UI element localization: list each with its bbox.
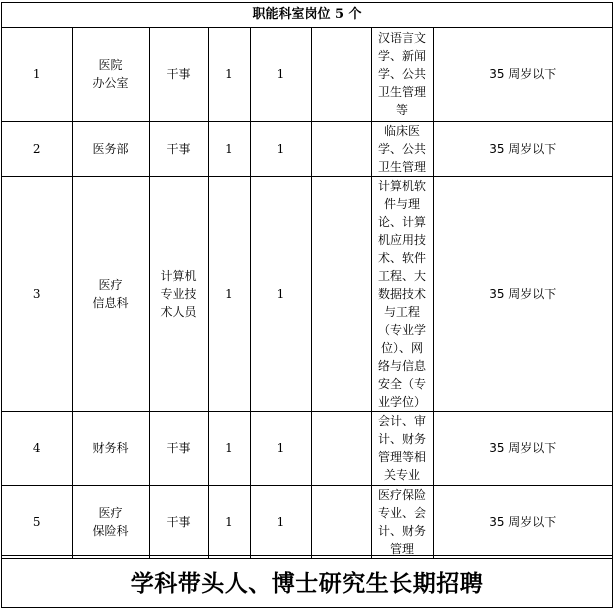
major-requirement-line: 位）、网 — [380, 340, 423, 355]
department-name-line: 财务科 — [92, 441, 129, 455]
table-title: 职能科室岗位 5 个 — [2, 3, 612, 28]
position-title-line: 术人员 — [160, 304, 197, 319]
blank-cell — [311, 28, 371, 121]
major-requirement — [371, 176, 433, 411]
headcount-2: 1 — [250, 485, 311, 558]
department-name-line: 医院 — [98, 58, 123, 73]
position-title — [149, 485, 208, 558]
department-name-line: 办公室 — [92, 76, 129, 91]
table-row — [2, 176, 612, 411]
major-requirement-line: 卫生管理 — [377, 159, 426, 174]
row-number: 5 — [2, 485, 72, 558]
major-requirement-line: 计、财务 — [377, 432, 426, 446]
department-name — [72, 485, 149, 558]
headcount-1: 1 — [208, 485, 250, 558]
major-requirement-line: 工程、大 — [377, 268, 426, 283]
major-requirement — [371, 411, 433, 485]
position-title-line: 干事 — [166, 141, 191, 156]
major-requirement-line: 临床医 — [383, 123, 420, 138]
department-name-line: 保险科 — [92, 523, 129, 538]
position-title-line: 专业技 — [160, 286, 197, 301]
age-requirement: 35 周岁以下 — [433, 121, 612, 176]
major-requirement-line: 汉语言文 — [377, 31, 426, 46]
row-number: 4 — [2, 411, 72, 485]
age-requirement: 35 周岁以下 — [433, 176, 612, 411]
major-requirement-line: 计算机软 — [377, 178, 426, 193]
blank-cell — [311, 411, 371, 485]
major-requirement-line: 医疗保险 — [377, 487, 426, 502]
table-row — [2, 121, 612, 176]
position-title-line: 干事 — [166, 441, 191, 455]
major-requirement-line: 卫生管理 — [377, 85, 426, 100]
major-requirement-line: 计、财务 — [377, 523, 426, 538]
major-requirement-line: 学、公共 — [377, 67, 426, 82]
table-row — [2, 411, 612, 485]
headcount-2: 1 — [250, 411, 311, 485]
age-requirement: 35 周岁以下 — [433, 411, 612, 485]
department-name-line: 信息科 — [92, 295, 129, 310]
age-requirement: 35 周岁以下 — [433, 485, 612, 558]
long-term-recruitment-banner: 学科带头人、博士研究生长期招聘 — [2, 555, 612, 608]
major-requirement-line: 会计、审 — [377, 414, 426, 428]
row-number: 2 — [2, 121, 72, 176]
positions-table — [2, 28, 612, 559]
major-requirement-line: 数据技术 — [377, 286, 426, 301]
row-number: 3 — [2, 176, 72, 411]
major-requirement-line: 与工程 — [383, 304, 420, 319]
major-requirement-line: 学、公共 — [377, 141, 426, 156]
major-requirement-line: 件与理 — [383, 196, 420, 211]
table-row — [2, 485, 612, 558]
headcount-2: 1 — [250, 28, 311, 121]
position-title — [149, 121, 208, 176]
department-name-line: 医疗 — [98, 505, 123, 520]
position-title — [149, 28, 208, 121]
position-title-line: 干事 — [166, 67, 191, 82]
headcount-1: 1 — [208, 28, 250, 121]
department-name — [72, 28, 149, 121]
major-requirement-line: 等 — [395, 103, 408, 118]
department-name — [72, 176, 149, 411]
major-requirement-line: 络与信息 — [377, 358, 426, 373]
position-title — [149, 176, 208, 411]
headcount-1: 1 — [208, 121, 250, 176]
major-requirement-line: 学、新闻 — [377, 49, 426, 64]
major-requirement-line: 专业、会 — [377, 505, 426, 520]
department-name-line: 医务部 — [92, 141, 129, 156]
position-title — [149, 411, 208, 485]
major-requirement — [371, 28, 433, 121]
major-requirement-line: 管理等相 — [377, 450, 426, 464]
major-requirement-line: 业学位） — [377, 394, 426, 409]
headcount-1: 1 — [208, 411, 250, 485]
major-requirement — [371, 485, 433, 558]
major-requirement — [371, 121, 433, 176]
headcount-2: 1 — [250, 176, 311, 411]
major-requirement-line: （专业学 — [377, 322, 426, 337]
position-title-line: 计算机 — [160, 268, 197, 283]
position-title-line: 干事 — [166, 514, 191, 529]
department-name — [72, 411, 149, 485]
major-requirement-line: 术、软件 — [377, 250, 426, 265]
blank-cell — [311, 485, 371, 558]
department-name-line: 医疗 — [98, 277, 123, 292]
blank-cell — [311, 176, 371, 411]
major-requirement-line: 关专业 — [383, 468, 420, 482]
department-name — [72, 121, 149, 176]
headcount-2: 1 — [250, 121, 311, 176]
major-requirement-line: 机应用技 — [377, 232, 426, 247]
table-row — [2, 28, 612, 121]
major-requirement-line: 管理 — [389, 541, 414, 556]
headcount-1: 1 — [208, 176, 250, 411]
blank-cell — [311, 121, 371, 176]
age-requirement: 35 周岁以下 — [433, 28, 612, 121]
major-requirement-line: 论、计算 — [377, 214, 426, 229]
recruitment-table-sheet — [1, 2, 613, 608]
row-number: 1 — [2, 28, 72, 121]
major-requirement-line: 安全（专 — [377, 376, 426, 391]
